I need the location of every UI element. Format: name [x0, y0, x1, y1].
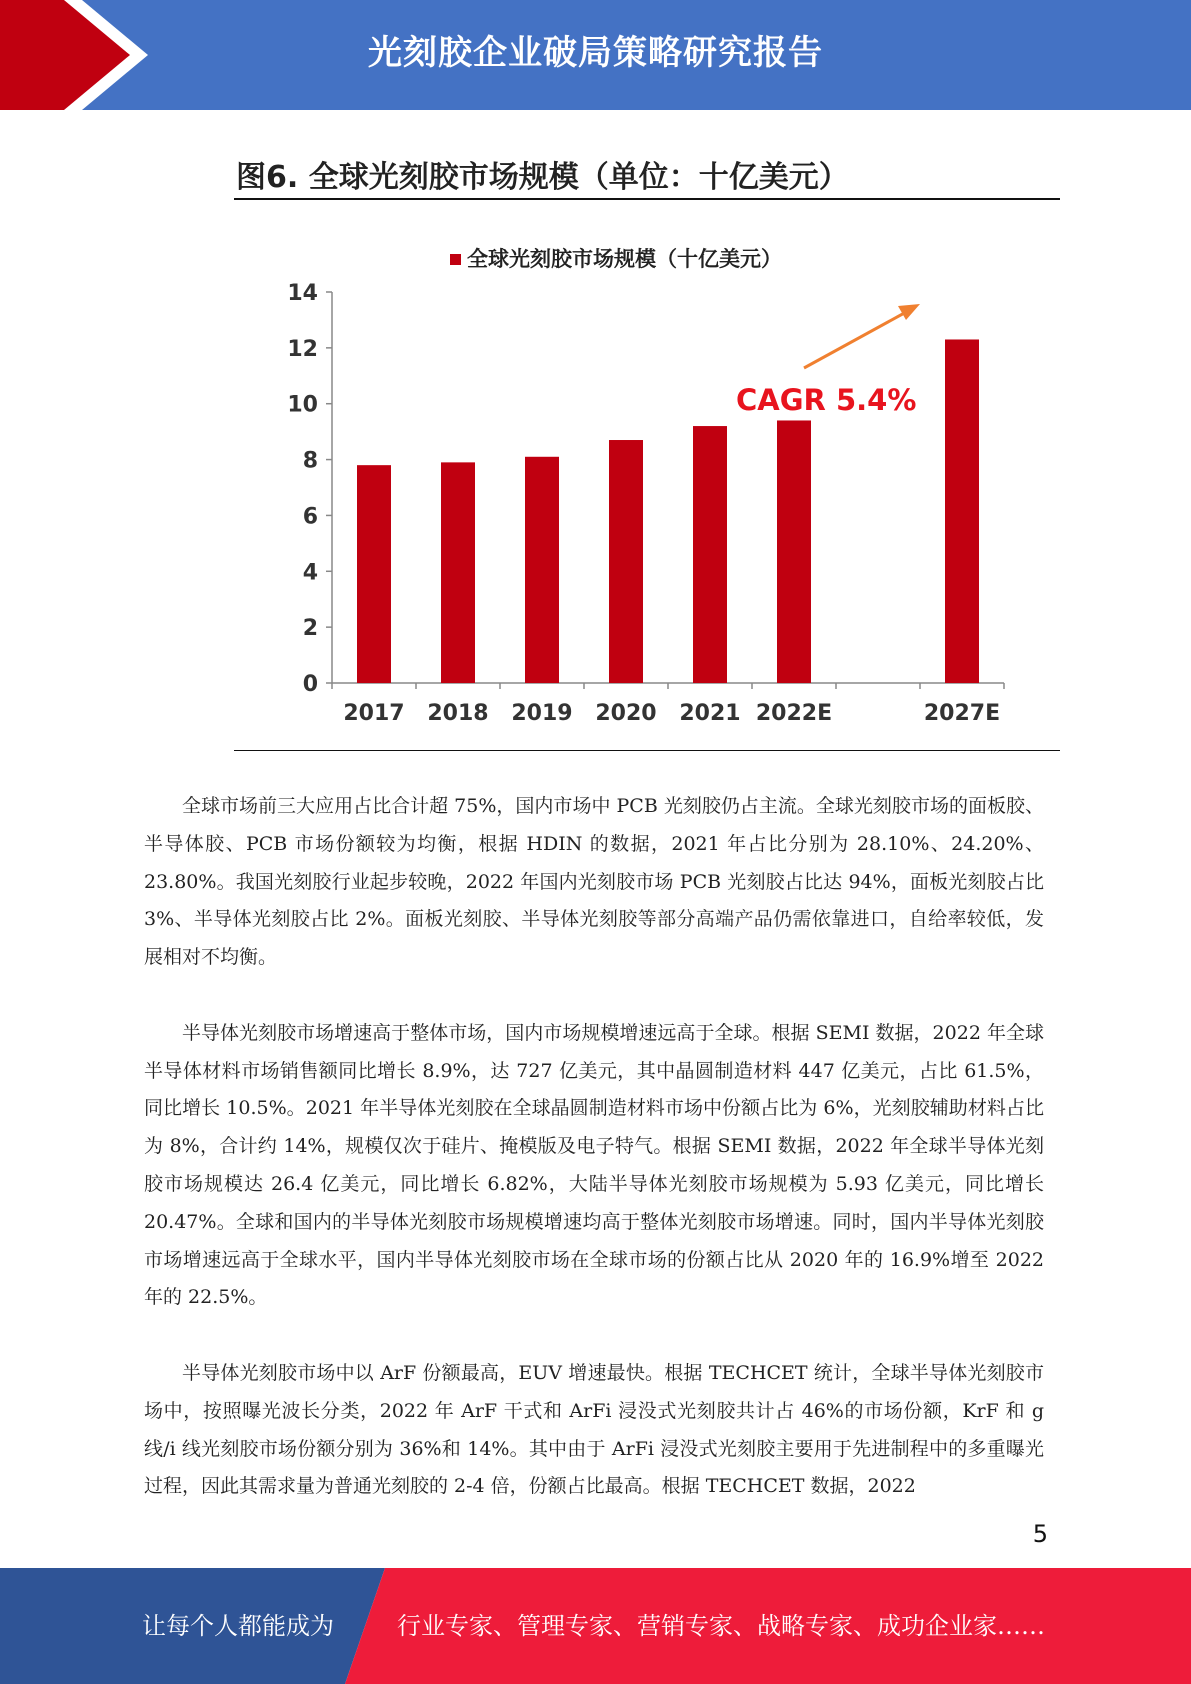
- page-footer: [0, 1568, 1191, 1684]
- bar-2017: [357, 465, 391, 683]
- x-tick-label: 2022E: [755, 701, 833, 726]
- legend-label: 全球光刻胶市场规模（十亿美元）: [467, 247, 782, 271]
- bar-2018: [441, 462, 475, 683]
- bar-2019: [525, 457, 559, 683]
- header-title: 光刻胶企业破局策略研究报告: [368, 33, 823, 73]
- y-tick-label: 4: [302, 560, 318, 586]
- footer-slogan-left: 让每个人都能成为: [142, 1612, 334, 1640]
- footer-slogan-right: 行业专家、管理专家、营销专家、战略专家、成功企业家……: [397, 1612, 1045, 1640]
- bar-2022E: [777, 420, 811, 683]
- y-tick-label: 2: [302, 616, 318, 642]
- y-tick-label: 0: [302, 672, 318, 697]
- page-number: 5: [1032, 1520, 1048, 1548]
- paragraph-2: 半导体光刻胶市场增速高于整体市场，国内市场规模增速远高于全球。根据 SEMI 数据，2022 年全球半导体材料市场销售额同比增长 8.9%，达 727 亿美元，其中晶圆制造材料 447 亿美元，占比 61.5%，同比增长 10.5%。2021 年半导体光刻胶在全球晶圆制造材料市场中份额占比为 6%，光刻胶辅助材料占比为 8%，合计约 14%，规模仅次于硅片、掩模版及电子特气。根据 SEMI 数据，2022 年全球半导体光刻胶市场规模达 26.4 亿美元，同比增长 6.82%，大陆半导体光刻胶市场规模为 5.93 亿美元，同比增长 20.47%。全球和国内的半导体光刻胶市场规模增速均高于整体光刻胶市场增速。同时，国内半导体光刻胶市场增速远高于全球水平，国内半导体光刻胶市场在全球市场的份额占比从 2020 年的 16.9%增至 2022 年的 22.5%。: [144, 1021, 1044, 1309]
- figure-title: 图6. 全球光刻胶市场规模（单位：十亿美元）: [236, 160, 849, 195]
- figure-rule-bottom: [234, 750, 1060, 751]
- y-tick-label: 6: [302, 504, 318, 530]
- y-tick-label: 10: [287, 392, 318, 418]
- x-tick-label: 2019: [511, 701, 573, 726]
- paragraph-1: 全球市场前三大应用占比合计超 75%，国内市场中 PCB 光刻胶仍占主流。全球光刻胶市场的面板胶、半导体胶、PCB 市场份额较为均衡，根据 HDIN 的数据，2021 年占比分别为 28.10%、24.20%、23.80%。我国光刻胶行业起步较晚，2022 年国内光刻胶市场 PCB 光刻胶占比达 94%，面板光刻胶占比 3%、半导体光刻胶占比 2%。面板光刻胶、半导体光刻胶等部分高端产品仍需依靠进口，自给率较低，发展相对不均衡。: [144, 795, 1044, 969]
- y-tick-label: 12: [287, 336, 318, 362]
- bar-2027E: [945, 339, 979, 683]
- bar-chart: [234, 200, 1060, 750]
- y-tick-label: 8: [302, 448, 318, 474]
- x-tick-label: 2020: [595, 701, 657, 726]
- x-tick-label: 2017: [343, 701, 405, 726]
- y-tick-label: 14: [287, 281, 318, 306]
- paragraph-3: 半导体光刻胶市场中以 ArF 份额最高，EUV 增速最快。根据 TECHCET 统计，全球半导体光刻胶市场中，按照曝光波长分类，2022 年 ArF 干式和 ArFi 浸没式光刻胶共计占 46%的市场份额，KrF 和 g 线/i 线光刻胶市场份额分别为 36%和 14%。其中由于 ArFi 浸没式光刻胶主要用于先进制程中的多重曝光过程，因此其需求量为普通光刻胶的 2-4 倍，份额占比最高。根据 TECHCET 数据，2022: [144, 1361, 1044, 1498]
- body-text: [144, 788, 1044, 1544]
- x-tick-label: 2027E: [923, 701, 1001, 726]
- bar-2021: [693, 426, 727, 683]
- x-tick-label: 2021: [679, 701, 741, 726]
- legend-swatch: [450, 254, 461, 265]
- bar-2020: [609, 440, 643, 683]
- x-tick-label: 2018: [427, 701, 489, 726]
- page-header: [0, 0, 1191, 110]
- cagr-annotation: CAGR 5.4%: [736, 383, 917, 417]
